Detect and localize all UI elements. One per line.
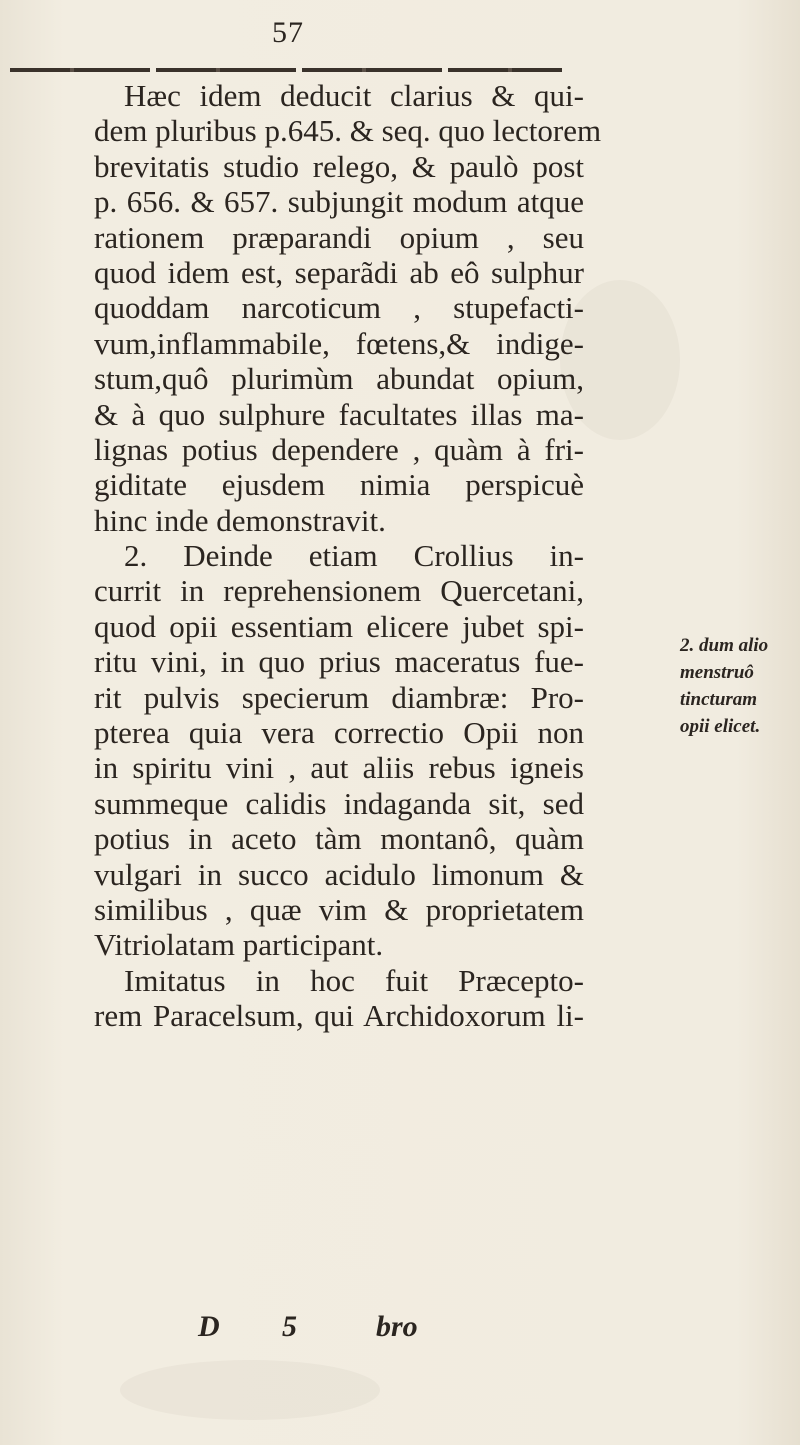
text-line: quod idem est, separãdi ab eô sulphur bbox=[94, 254, 584, 290]
text-line: hinc inde demonstravit. bbox=[94, 502, 386, 538]
paper-stain bbox=[120, 1360, 380, 1420]
margin-note-line: tincturam bbox=[680, 689, 758, 710]
text-line: Vitriolatam participant. bbox=[94, 927, 384, 963]
margin-note-line: 2. dum alio bbox=[680, 635, 769, 656]
text-line: summeque calidis indaganda sit, sed bbox=[94, 785, 584, 821]
text-line: 2. Deinde etiam Crollius in- bbox=[124, 538, 584, 574]
text-line: vum,inflammabile, fœtens,& indige- bbox=[94, 325, 584, 361]
page-number: 57 bbox=[272, 16, 304, 49]
signature-number: 5 bbox=[282, 1310, 297, 1343]
margin-note-line: opii elicet. bbox=[680, 716, 761, 737]
text-line: Hæc idem deducit clarius & qui- bbox=[124, 78, 584, 113]
text-line: similibus , quæ vim & proprietatem bbox=[94, 891, 584, 927]
text-line: ritu vini, in quo prius maceratus fue- bbox=[94, 644, 584, 680]
text-line: brevitatis studio relego, & paulò post bbox=[94, 148, 584, 184]
text-line: in spiritu vini , aut aliis rebus igneis bbox=[94, 750, 584, 786]
text-line: & à quo sulphure facultates illas ma- bbox=[94, 396, 584, 432]
text-line: quoddam narcoticum , stupefacti- bbox=[94, 290, 584, 326]
text-line: quod opii essentiam elicere jubet spi- bbox=[94, 608, 584, 644]
header-rule bbox=[10, 68, 562, 72]
text-line: dem pluribus p.645. & seq. quo lectorem bbox=[94, 113, 602, 149]
text-line: lignas potius dependere , quàm à fri- bbox=[94, 431, 584, 467]
catchword: bro bbox=[376, 1310, 418, 1343]
text-line: stum,quô plurimùm abundat opium, bbox=[94, 361, 584, 397]
margin-note bbox=[680, 632, 800, 740]
margin-note-line: menstruô bbox=[680, 662, 754, 683]
text-line: rit pulvis specierum diambræ: Pro- bbox=[94, 679, 584, 715]
signature-letter: D bbox=[198, 1310, 220, 1343]
text-line: potius in aceto tàm montanô, quàm bbox=[94, 821, 584, 857]
text-line: rationem præparandi opium , seu bbox=[94, 219, 584, 255]
text-line: p. 656. & 657. subjungit modum atque bbox=[94, 184, 584, 220]
text-line: giditate ejusdem nimia perspicuè bbox=[94, 467, 584, 503]
text-line: vulgari in succo acidulo limonum & bbox=[94, 856, 584, 892]
body-text bbox=[94, 78, 602, 1034]
text-line: currit in reprehensionem Quercetani, bbox=[94, 573, 584, 609]
text-line: pterea quia vera correctio Opii non bbox=[94, 715, 584, 751]
text-line: Imitatus in hoc fuit Præcepto- bbox=[124, 962, 584, 998]
text-line: rem Paracelsum, qui Archidoxorum li- bbox=[94, 998, 584, 1034]
